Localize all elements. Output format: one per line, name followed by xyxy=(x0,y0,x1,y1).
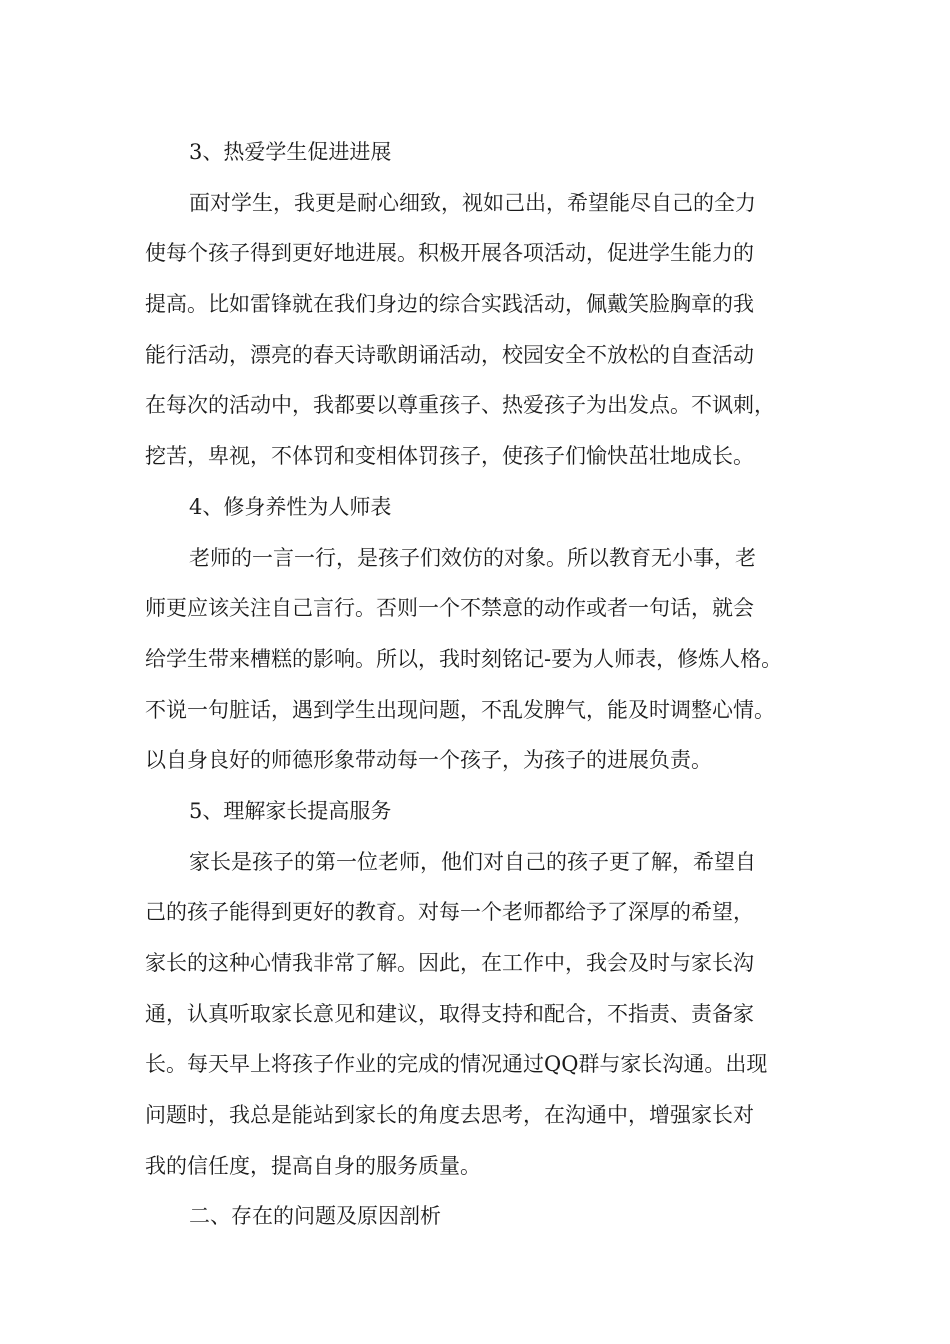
paragraph-line: 能行活动，漂亮的春天诗歌朗诵活动，校园安全不放松的自查活动 xyxy=(145,342,754,367)
paragraph-line: 家长的这种心情我非常了解。因此，在工作中，我会及时与家长沟 xyxy=(145,951,754,975)
paragraph-start-line: 5、理解家长提高服务 xyxy=(189,798,392,823)
paragraph-line: 不说一句脏话，遇到学生出现问题，不乱发脾气，能及时调整心情。 xyxy=(145,697,775,722)
document-body xyxy=(145,132,805,1247)
paragraph-line: 己的孩子能得到更好的教育。对每一个老师都给予了深厚的希望， xyxy=(145,900,754,925)
paragraph-line: 问题时，我总是能站到家长的角度去思考，在沟通中，增强家长对 xyxy=(145,1103,754,1128)
paragraph-start-line: 老师的一言一行，是孩子们效仿的对象。所以教育无小事，老 xyxy=(189,545,756,570)
paragraph-line: 挖苦，卑视，不体罚和变相体罚孩子，使孩子们愉快茁壮地成长。 xyxy=(145,444,754,469)
paragraph-line: 通，认真听取家长意见和建议，取得支持和配合，不指责、责备家 xyxy=(145,1001,754,1026)
paragraph-line: 以自身良好的师德形象带动每一个孩子，为孩子的进展负责。 xyxy=(145,748,712,773)
paragraph-line: 给学生带来槽糕的影响。所以，我时刻铭记-要为人师表，修炼人格。 xyxy=(145,646,783,671)
paragraph-start-line: 二、存在的问题及原因剖析 xyxy=(189,1204,441,1229)
paragraph-line: 我的信任度，提高自身的服务质量。 xyxy=(145,1153,481,1178)
paragraph-start-line: 3、热爱学生促进进展 xyxy=(189,140,392,164)
paragraph-line: 提高。比如雷锋就在我们身边的综合实践活动，佩戴笑脸胸章的我 xyxy=(145,292,754,317)
paragraph-line: 在每次的活动中，我都要以尊重孩子、热爱孩子为出发点。不讽刺， xyxy=(145,393,775,418)
paragraph-start-line: 家长是孩子的第一位老师，他们对自己的孩子更了解，希望自 xyxy=(189,849,756,874)
paragraph-line: 长。每天早上将孩子作业的完成的情况通过QQ群与家长沟通。出现 xyxy=(145,1052,768,1077)
paragraph-start-line: 面对学生，我更是耐心细致，视如己出，希望能尽自己的全力 xyxy=(189,190,756,215)
paragraph-line: 使每个孩子得到更好地进展。积极开展各项活动，促进学生能力的 xyxy=(145,241,754,266)
paragraph-start-line: 4、修身养性为人师表 xyxy=(189,494,392,519)
paragraph-line: 师更应该关注自己言行。否则一个不禁意的动作或者一句话，就会 xyxy=(145,596,754,621)
